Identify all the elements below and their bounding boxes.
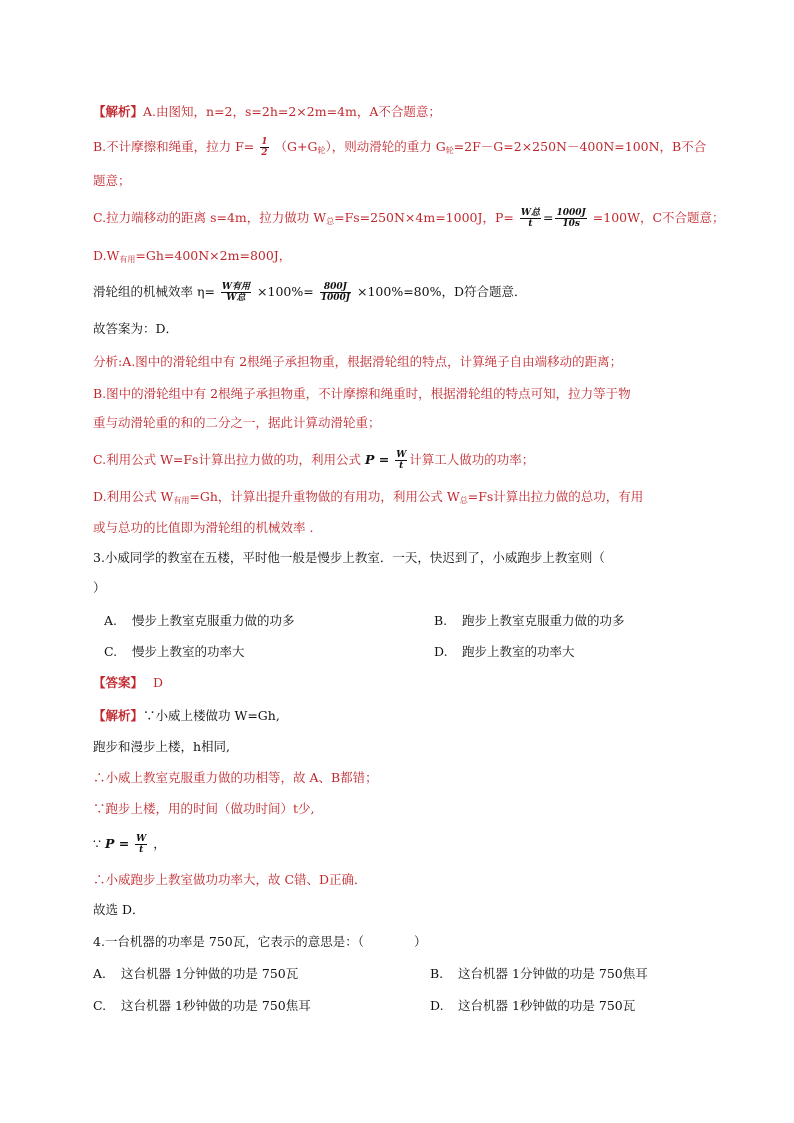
option-text: 这台机器 1秒钟做的功是 750焦耳 xyxy=(121,998,311,1013)
q3-answer xyxy=(93,673,163,693)
text: （G+G xyxy=(274,139,318,154)
subscript: 总 xyxy=(459,496,468,505)
text: 滑轮组的机械效率 η= xyxy=(93,284,215,299)
frac-num: W总 xyxy=(520,208,540,218)
subscript: 有用 xyxy=(119,255,136,264)
option-label: A. xyxy=(93,966,107,981)
q4-option-c[interactable] xyxy=(93,996,311,1016)
frac-den: W总 xyxy=(226,293,246,303)
text: =Gh，计算出提升重物做的有用功，利用公式 W xyxy=(189,489,460,504)
option-text: 跑步上教室的功率大 xyxy=(462,644,575,659)
q3-option-d[interactable] xyxy=(434,642,575,662)
q3-analysis-1 xyxy=(93,706,280,726)
text: =Fs计算出拉力做的总功，有用 xyxy=(467,489,644,504)
text: ， xyxy=(153,836,166,851)
text: =Fs=250N×4m=1000J，P= xyxy=(334,210,514,225)
frac-den: t xyxy=(399,461,404,471)
text: D.W xyxy=(93,248,120,263)
q3-option-a[interactable] xyxy=(104,611,295,631)
option-label: A. xyxy=(104,613,118,628)
fraction-w-over-t xyxy=(135,834,147,855)
text: =100W，C不合题意； xyxy=(592,210,725,225)
fraction-efficiency-values xyxy=(320,282,351,303)
frac-num: 1 xyxy=(261,137,268,147)
q3-analysis-5 xyxy=(93,834,166,855)
fraction-values xyxy=(555,208,586,229)
frac-den: 1000J xyxy=(320,293,350,303)
power-symbol: P = xyxy=(364,452,390,467)
text: D.利用公式 W xyxy=(93,489,174,504)
analysis-tag: 【解析】 xyxy=(93,104,144,119)
power-symbol: P = xyxy=(104,836,130,851)
q4-option-b[interactable] xyxy=(430,964,648,984)
option-text: 跑步上教室克服重力做的功多 xyxy=(462,613,625,628)
analysis-line-b xyxy=(93,137,706,161)
analysis-tag: 【解析】 xyxy=(93,708,144,723)
text: ），则动滑轮的重力 G xyxy=(325,139,446,154)
q3-analysis-3: ∴小威上教室克服重力做的功相等，故 A、B都错； xyxy=(93,770,378,785)
frac-num: W xyxy=(396,450,407,460)
frac-num: 800J xyxy=(320,282,351,293)
frac-den: 10s xyxy=(562,219,580,229)
efficiency-line xyxy=(93,282,526,303)
frac-den: 2 xyxy=(261,148,268,158)
subscript: 轮 xyxy=(445,146,454,155)
frac-den: t xyxy=(528,219,533,229)
analysis-line-a xyxy=(93,102,441,122)
fraction-efficiency xyxy=(221,282,251,303)
q3-option-c[interactable] xyxy=(104,642,245,662)
answer-line: 故答案为：D． xyxy=(93,321,179,336)
option-text: 这台机器 1分钟做的功是 750瓦 xyxy=(121,966,299,981)
q3-stem: 3.小威同学的教室在五楼，平时他一般是慢步上教室．一天，快迟到了，小威跑步上教室则（ xyxy=(93,550,605,565)
text: =Gh=400N×2m=800J， xyxy=(135,248,292,263)
text: 计算工人做功的功率； xyxy=(409,452,535,467)
q3-analysis-7: 故选 D． xyxy=(93,902,145,917)
fraction-power xyxy=(520,208,541,229)
option-label: D. xyxy=(434,644,448,659)
frac-den: t xyxy=(139,845,144,855)
option-label: C. xyxy=(93,998,107,1013)
analysis-line-d xyxy=(93,246,291,270)
analysis-summary-d xyxy=(93,487,643,511)
analysis-summary-a: 分析:A.图中的滑轮组中有 2根绳子承担物重，根据滑轮组的特点，计算绳子自由端移动的距离； xyxy=(93,354,623,369)
text: ∵小威上楼做功 W=Gh, xyxy=(143,708,280,723)
option-text: 这台机器 1秒钟做的功是 750瓦 xyxy=(458,998,636,1013)
answer-tag: 【答案】 xyxy=(93,675,144,690)
q3-analysis-6: ∴小威跑步上教室做功功率大，故 C错、D正确． xyxy=(93,872,367,887)
subscript: 轮 xyxy=(317,146,326,155)
q3-analysis-2: 跑步和漫步上楼，h相同, xyxy=(93,739,231,754)
option-label: C. xyxy=(104,644,118,659)
equals: = xyxy=(542,210,554,225)
text: ×100%=80%，D符合题意． xyxy=(356,284,527,299)
frac-num: 1000J xyxy=(556,208,586,218)
analysis-line-b2: 题意； xyxy=(93,173,131,188)
q4-stem: 4.一台机器的功率是 750瓦，它表示的意思是：（ ） xyxy=(93,934,427,949)
q4-option-a[interactable] xyxy=(93,964,298,984)
option-label: B. xyxy=(434,613,448,628)
analysis-text-a: A.由图知，n=2，s=2h=2×2m=4m，A不合题意； xyxy=(143,104,441,119)
fraction-half xyxy=(260,137,268,158)
subscript: 总 xyxy=(326,217,335,226)
option-text: 这台机器 1分钟做的功是 750焦耳 xyxy=(458,966,648,981)
option-label: D. xyxy=(430,998,444,1013)
text: ∵ xyxy=(93,836,101,851)
answer-value: D xyxy=(153,675,164,690)
analysis-summary-c xyxy=(93,450,534,471)
frac-num: W有用 xyxy=(221,282,251,292)
option-label: B. xyxy=(430,966,444,981)
option-text: 慢步上教室克服重力做的功多 xyxy=(132,613,295,628)
text: C.利用公式 W=Fs计算出拉力做的功，利用公式 xyxy=(93,452,361,467)
text: C.拉力端移动的距离 s=4m，拉力做功 W xyxy=(93,210,327,225)
analysis-line-c xyxy=(93,208,725,232)
q3-option-b[interactable] xyxy=(434,611,625,631)
subscript: 有用 xyxy=(173,496,190,505)
frac-num: W xyxy=(136,834,147,844)
analysis-summary-d2: 或与总功的比值即为滑轮组的机械效率 . xyxy=(93,520,314,535)
text: =2F－G=2×250N－400N=100N，B不合 xyxy=(453,139,707,154)
fraction-w-over-t xyxy=(395,450,407,471)
text: ×100%= xyxy=(257,284,314,299)
q3-analysis-4: ∵跑步上楼，用的时间（做功时间）t少, xyxy=(93,801,315,816)
analysis-summary-b2: 重与动滑轮重的和的二分之一，据此计算动滑轮重； xyxy=(93,415,381,430)
analysis-summary-b: B.图中的滑轮组中有 2根绳子承担物重，不计摩擦和绳重时，根据滑轮组的特点可知，拉力等于物 xyxy=(93,386,631,401)
option-text: 慢步上教室的功率大 xyxy=(132,644,245,659)
q3-stem-close: ） xyxy=(93,580,106,595)
q4-option-d[interactable] xyxy=(430,996,635,1016)
text: B.不计摩擦和绳重，拉力 F= xyxy=(93,139,255,154)
